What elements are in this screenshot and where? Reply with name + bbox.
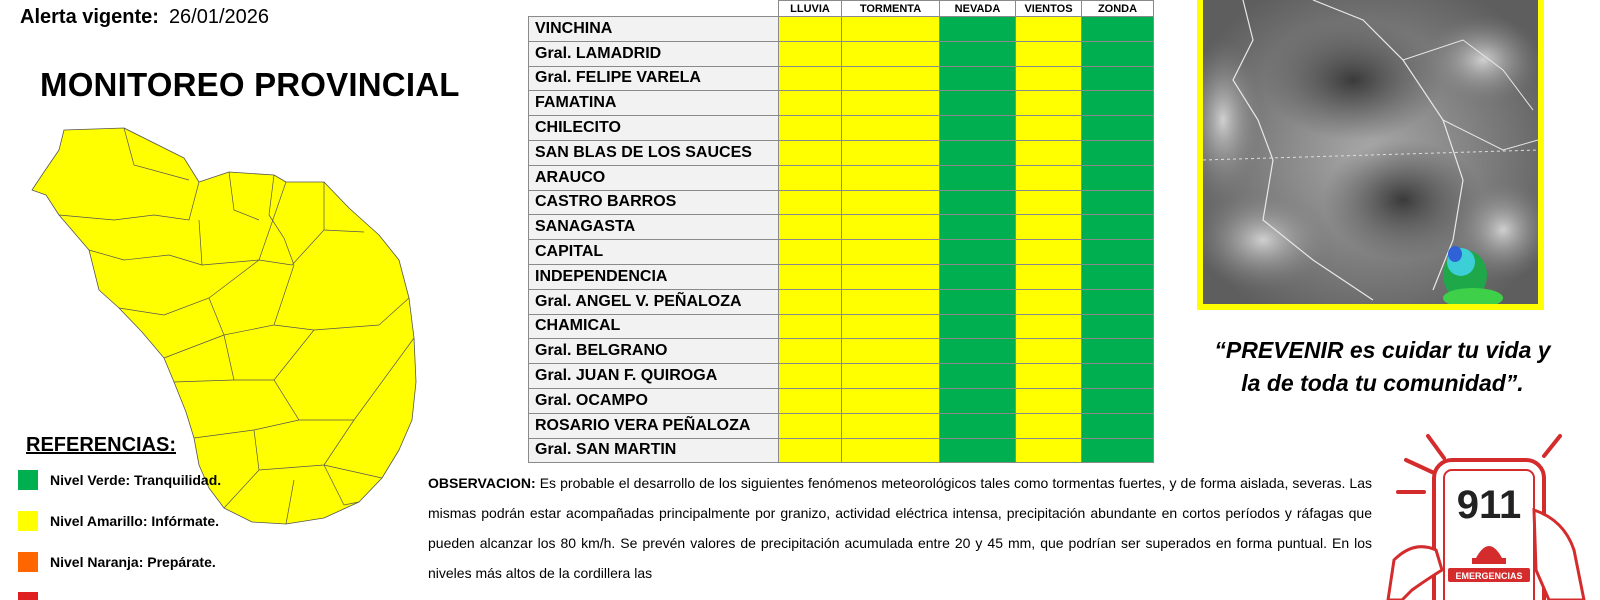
alert-level-cell-nevada bbox=[940, 91, 1016, 116]
alert-level-cell-zonda bbox=[1082, 91, 1154, 116]
table-row bbox=[529, 190, 1154, 215]
department-name: FAMATINA bbox=[529, 91, 779, 116]
table-row bbox=[529, 438, 1154, 463]
satellite-picture bbox=[1203, 0, 1538, 310]
alert-level-cell-zonda bbox=[1082, 438, 1154, 463]
alert-level-cell-nevada bbox=[940, 140, 1016, 165]
alert-level-cell-tormenta bbox=[842, 66, 940, 91]
alert-level-cell-nevada bbox=[940, 165, 1016, 190]
alert-table bbox=[528, 0, 1154, 463]
department-name: Gral. FELIPE VARELA bbox=[529, 66, 779, 91]
alert-level-cell-lluvia bbox=[779, 364, 842, 389]
alert-level-cell-zonda bbox=[1082, 314, 1154, 339]
alert-level-cell-zonda bbox=[1082, 165, 1154, 190]
table-row bbox=[529, 66, 1154, 91]
department-name: CAPITAL bbox=[529, 240, 779, 265]
department-name: ARAUCO bbox=[529, 165, 779, 190]
col-header-nevada: NEVADA bbox=[940, 1, 1016, 17]
alert-level-cell-lluvia bbox=[779, 91, 842, 116]
col-header-vientos: VIENTOS bbox=[1016, 1, 1082, 17]
province-outline bbox=[32, 128, 416, 524]
alert-level-cell-tormenta bbox=[842, 289, 940, 314]
alert-level-cell-zonda bbox=[1082, 41, 1154, 66]
alert-level-cell-nevada bbox=[940, 240, 1016, 265]
alert-level-cell-vientos bbox=[1016, 339, 1082, 364]
table-row bbox=[529, 215, 1154, 240]
alert-level-cell-lluvia bbox=[779, 264, 842, 289]
alert-level-cell-vientos bbox=[1016, 91, 1082, 116]
slogan-line-2: la de toda tu comunidad”. bbox=[1241, 370, 1524, 396]
alert-level-cell-tormenta bbox=[842, 17, 940, 42]
alert-level-cell-nevada bbox=[940, 388, 1016, 413]
department-name: CHAMICAL bbox=[529, 314, 779, 339]
alert-level-cell-tormenta bbox=[842, 215, 940, 240]
alert-level-cell-lluvia bbox=[779, 165, 842, 190]
observation-body: Es probable el desarrollo de los siguientes fenómenos meteorológicos tales como tormentas fuertes, y de forma aislada, severas. Las mismas podrán estar acompañadas principalmente por granizo, actividad eléctrica intensa, precipitación abundante en cortos períodos y ráfagas que pueden alcanzar los 80 km/h. Se prevén valores de precipitación acumulada entre 20 y 45 mm, que podrían ser superados en forma puntual. En los niveles más altos de la cordillera las bbox=[428, 475, 1372, 581]
badge-label: EMERGENCIAS bbox=[1455, 571, 1523, 581]
alert-level-cell-zonda bbox=[1082, 17, 1154, 42]
alert-level-cell-zonda bbox=[1082, 140, 1154, 165]
department-name: Gral. LAMADRID bbox=[529, 41, 779, 66]
alert-level-cell-vientos bbox=[1016, 314, 1082, 339]
table-row bbox=[529, 240, 1154, 265]
alert-level-cell-vientos bbox=[1016, 264, 1082, 289]
alert-level-cell-zonda bbox=[1082, 240, 1154, 265]
alert-date: 26/01/2026 bbox=[168, 6, 270, 28]
alert-level-cell-lluvia bbox=[779, 289, 842, 314]
page-title: MONITOREO PROVINCIAL bbox=[40, 66, 460, 103]
alert-level-cell-nevada bbox=[940, 314, 1016, 339]
province-map-fill bbox=[32, 128, 416, 524]
table-row bbox=[529, 314, 1154, 339]
alert-level-cell-vientos bbox=[1016, 66, 1082, 91]
reference-label: Nivel Amarillo: Infórmate. bbox=[50, 513, 220, 529]
alert-line bbox=[20, 6, 269, 29]
yellow-swatch bbox=[18, 511, 38, 531]
alert-level-cell-tormenta bbox=[842, 165, 940, 190]
alert-level-cell-tormenta bbox=[842, 91, 940, 116]
alert-level-cell-zonda bbox=[1082, 413, 1154, 438]
emergency-911-badge bbox=[1384, 430, 1600, 600]
alert-level-cell-nevada bbox=[940, 264, 1016, 289]
references-title: REFERENCIAS: bbox=[26, 434, 177, 456]
reference-green bbox=[18, 470, 221, 490]
alert-level-cell-vientos bbox=[1016, 388, 1082, 413]
department-name: VINCHINA bbox=[529, 17, 779, 42]
alert-level-cell-vientos bbox=[1016, 438, 1082, 463]
alert-level-cell-nevada bbox=[940, 116, 1016, 141]
table-header-row bbox=[529, 1, 1154, 17]
satellite-image bbox=[1197, 0, 1544, 310]
badge-number: 911 bbox=[1456, 483, 1522, 527]
alert-level-cell-lluvia bbox=[779, 140, 842, 165]
reference-label: Nivel Verde: Tranquilidad. bbox=[50, 472, 222, 488]
department-name: INDEPENDENCIA bbox=[529, 264, 779, 289]
alert-level-cell-tormenta bbox=[842, 190, 940, 215]
green-swatch bbox=[18, 470, 38, 490]
alert-level-cell-lluvia bbox=[779, 388, 842, 413]
alert-level-cell-tormenta bbox=[842, 438, 940, 463]
alert-level-cell-lluvia bbox=[779, 314, 842, 339]
alert-level-cell-zonda bbox=[1082, 339, 1154, 364]
alert-level-cell-vientos bbox=[1016, 190, 1082, 215]
table-row bbox=[529, 116, 1154, 141]
alert-level-cell-vientos bbox=[1016, 140, 1082, 165]
alert-level-cell-tormenta bbox=[842, 413, 940, 438]
alert-level-cell-tormenta bbox=[842, 364, 940, 389]
table-row bbox=[529, 165, 1154, 190]
alert-level-cell-lluvia bbox=[779, 66, 842, 91]
alert-level-cell-tormenta bbox=[842, 264, 940, 289]
department-name: CASTRO BARROS bbox=[529, 190, 779, 215]
col-header-zonda: ZONDA bbox=[1082, 1, 1154, 17]
orange-swatch bbox=[18, 552, 38, 572]
alert-level-cell-zonda bbox=[1082, 116, 1154, 141]
table-row bbox=[529, 413, 1154, 438]
department-name: ROSARIO VERA PEÑALOZA bbox=[529, 413, 779, 438]
col-header-tormenta: TORMENTA bbox=[842, 1, 940, 17]
alert-level-cell-vientos bbox=[1016, 240, 1082, 265]
reference-orange bbox=[18, 552, 216, 572]
alert-level-cell-vientos bbox=[1016, 116, 1082, 141]
department-name: Gral. JUAN F. QUIROGA bbox=[529, 364, 779, 389]
slogan-line-1: “PREVENIR es cuidar tu vida y bbox=[1214, 337, 1551, 363]
table-body bbox=[529, 17, 1154, 463]
alert-level-cell-nevada bbox=[940, 339, 1016, 364]
alert-level-cell-zonda bbox=[1082, 190, 1154, 215]
alert-level-cell-lluvia bbox=[779, 215, 842, 240]
table-row bbox=[529, 339, 1154, 364]
alert-level-cell-tormenta bbox=[842, 339, 940, 364]
alert-level-cell-tormenta bbox=[842, 41, 940, 66]
table-row bbox=[529, 17, 1154, 42]
department-name: SAN BLAS DE LOS SAUCES bbox=[529, 140, 779, 165]
department-name: CHILECITO bbox=[529, 116, 779, 141]
reference-label: Nivel Naranja: Prepárate. bbox=[50, 554, 216, 570]
alert-level-cell-nevada bbox=[940, 66, 1016, 91]
table-row bbox=[529, 91, 1154, 116]
observation-label: OBSERVACION: bbox=[428, 475, 536, 491]
department-name: SANAGASTA bbox=[529, 215, 779, 240]
alert-level-cell-nevada bbox=[940, 17, 1016, 42]
alert-level-cell-tormenta bbox=[842, 116, 940, 141]
department-name: Gral. BELGRANO bbox=[529, 339, 779, 364]
alert-level-cell-nevada bbox=[940, 289, 1016, 314]
department-name: Gral. ANGEL V. PEÑALOZA bbox=[529, 289, 779, 314]
alert-level-cell-tormenta bbox=[842, 388, 940, 413]
alert-level-cell-nevada bbox=[940, 364, 1016, 389]
alert-level-cell-lluvia bbox=[779, 413, 842, 438]
table-row bbox=[529, 264, 1154, 289]
alert-level-cell-nevada bbox=[940, 215, 1016, 240]
alert-level-cell-vientos bbox=[1016, 215, 1082, 240]
alert-level-cell-zonda bbox=[1082, 66, 1154, 91]
alert-level-cell-nevada bbox=[940, 413, 1016, 438]
table-header-blank bbox=[529, 1, 779, 17]
observation-text bbox=[428, 468, 1372, 588]
alert-level-cell-lluvia bbox=[779, 116, 842, 141]
col-header-lluvia: LLUVIA bbox=[779, 1, 842, 17]
alert-level-cell-lluvia bbox=[779, 438, 842, 463]
alert-level-cell-nevada bbox=[940, 41, 1016, 66]
alert-level-cell-zonda bbox=[1082, 289, 1154, 314]
reference-yellow bbox=[18, 511, 219, 531]
department-name: Gral. OCAMPO bbox=[529, 388, 779, 413]
alert-level-cell-vientos bbox=[1016, 413, 1082, 438]
alert-level-cell-lluvia bbox=[779, 17, 842, 42]
table-row bbox=[529, 364, 1154, 389]
alert-level-cell-lluvia bbox=[779, 240, 842, 265]
alert-level-cell-nevada bbox=[940, 438, 1016, 463]
red-swatch-partial bbox=[18, 592, 38, 600]
alert-label: Alerta vigente: bbox=[20, 6, 159, 28]
alert-level-cell-vientos bbox=[1016, 17, 1082, 42]
alert-level-cell-vientos bbox=[1016, 364, 1082, 389]
alert-level-cell-zonda bbox=[1082, 388, 1154, 413]
table-row bbox=[529, 41, 1154, 66]
table-row bbox=[529, 140, 1154, 165]
table-row bbox=[529, 388, 1154, 413]
alert-level-cell-zonda bbox=[1082, 364, 1154, 389]
alert-level-cell-zonda bbox=[1082, 215, 1154, 240]
alert-level-cell-tormenta bbox=[842, 140, 940, 165]
alert-level-cell-tormenta bbox=[842, 240, 940, 265]
slogan bbox=[1180, 334, 1585, 400]
alert-level-cell-vientos bbox=[1016, 289, 1082, 314]
alert-level-cell-zonda bbox=[1082, 264, 1154, 289]
alert-level-cell-lluvia bbox=[779, 339, 842, 364]
department-name: Gral. SAN MARTIN bbox=[529, 438, 779, 463]
alert-level-cell-vientos bbox=[1016, 165, 1082, 190]
alert-level-cell-lluvia bbox=[779, 190, 842, 215]
alert-level-cell-vientos bbox=[1016, 41, 1082, 66]
alert-level-cell-nevada bbox=[940, 190, 1016, 215]
alert-level-cell-lluvia bbox=[779, 41, 842, 66]
table-row bbox=[529, 289, 1154, 314]
alert-level-cell-tormenta bbox=[842, 314, 940, 339]
